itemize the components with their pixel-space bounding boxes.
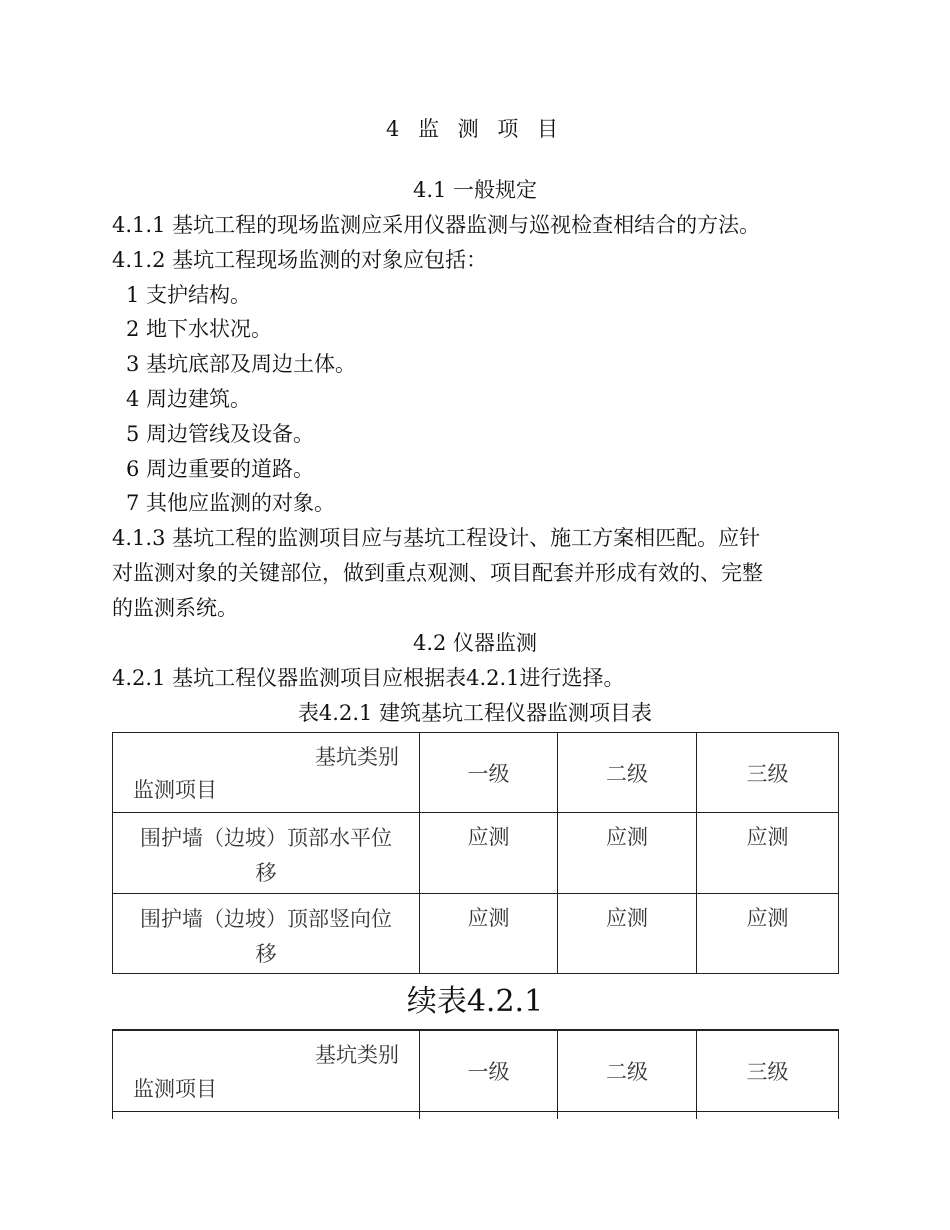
header-level-2: 二级 <box>558 733 697 813</box>
clause-4-2-1: 4.2.1 基坑工程仪器监测项目应根据表4.2.1进行选择。 <box>112 666 625 690</box>
clause-4-1-3-line-3: 的监测系统。 <box>112 596 238 620</box>
header-diagonal-cell <box>113 733 420 813</box>
continued-table-title: 续表4.2.1 <box>406 984 544 1019</box>
row-value: 应测 <box>558 813 697 894</box>
clause-4-1-1: 4.1.1 基坑工程的现场监测应采用仪器监测与巡视检查相结合的方法。 <box>112 213 761 237</box>
list-item: 4 周边建筑。 <box>126 387 252 411</box>
partial-cell <box>558 1111 697 1119</box>
clause-4-1-3-line-2: 对监测对象的关键部位，做到重点观测、项目配套并形成有效的、完整 <box>112 561 763 585</box>
row-value: 应测 <box>420 894 558 974</box>
list-item: 7 其他应监测的对象。 <box>126 491 336 515</box>
list-item: 3 基坑底部及周边土体。 <box>126 352 357 376</box>
table-row <box>113 813 839 894</box>
row-item-line-2: 移 <box>255 942 277 966</box>
row-value: 应测 <box>558 894 697 974</box>
row-value: 应测 <box>697 813 839 894</box>
table-header-row <box>113 1030 839 1111</box>
row-item-line-2: 移 <box>255 861 277 885</box>
list-item: 1 支护结构。 <box>126 283 252 307</box>
table-caption: 表4.2.1 建筑基坑工程仪器监测项目表 <box>297 701 653 725</box>
row-item-line-1: 围护墙（边坡）顶部竖向位 <box>140 907 392 931</box>
list-item: 6 周边重要的道路。 <box>126 457 315 481</box>
clause-4-1-3-line-1: 4.1.3 基坑工程的监测项目应与基坑工程设计、施工方案相匹配。应针 <box>112 526 761 550</box>
header-category-label: 基坑类别 <box>315 745 399 769</box>
row-item-cell <box>113 894 420 974</box>
partial-cell <box>113 1111 420 1119</box>
header-category-label: 基坑类别 <box>315 1043 399 1067</box>
row-item-cell <box>113 813 420 894</box>
header-item-label: 监测项目 <box>133 1076 217 1101</box>
header-level-3: 三级 <box>697 1030 839 1111</box>
table-header-row <box>113 733 839 813</box>
row-item-line-1: 围护墙（边坡）顶部水平位 <box>140 826 392 850</box>
table-row-partial <box>113 1111 839 1119</box>
monitoring-items-table <box>112 732 839 974</box>
partial-cell <box>420 1111 558 1119</box>
table-row <box>113 894 839 974</box>
partial-cell <box>697 1111 839 1119</box>
header-level-1: 一级 <box>420 1030 558 1111</box>
header-level-1: 一级 <box>420 733 558 813</box>
list-item: 5 周边管线及设备。 <box>126 422 315 446</box>
section-4-1-title: 4.1 一般规定 <box>412 178 538 202</box>
row-value: 应测 <box>697 894 839 974</box>
continued-table <box>112 1029 839 1119</box>
header-diagonal-cell <box>113 1030 420 1111</box>
header-level-2: 二级 <box>558 1030 697 1111</box>
list-item: 2 地下水状况。 <box>126 317 273 341</box>
section-4-2-title: 4.2 仪器监测 <box>412 631 538 655</box>
chapter-title: 4 监 测 项 目 <box>385 117 565 141</box>
header-level-3: 三级 <box>697 733 839 813</box>
clause-4-1-2: 4.1.2 基坑工程现场监测的对象应包括： <box>112 248 488 272</box>
header-item-label: 监测项目 <box>133 778 217 802</box>
row-value: 应测 <box>420 813 558 894</box>
